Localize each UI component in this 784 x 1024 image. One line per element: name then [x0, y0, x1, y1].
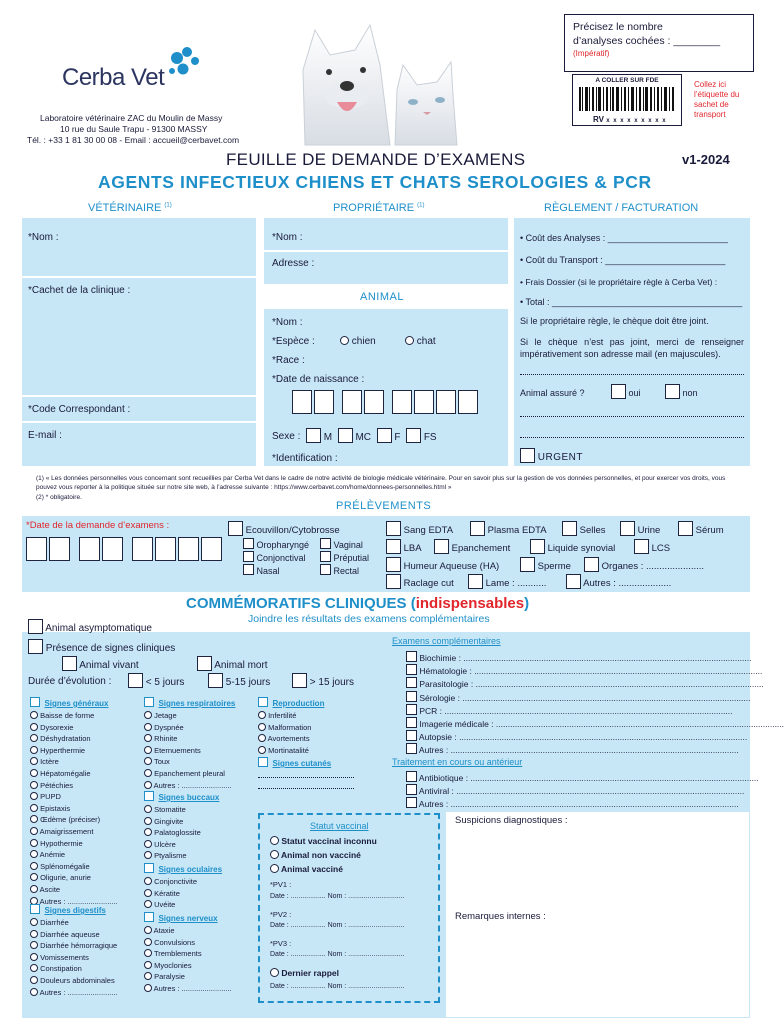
generaux-radio[interactable]	[30, 804, 38, 812]
asymptomatique-checkbox[interactable]	[28, 619, 43, 634]
vivant-checkbox[interactable]	[62, 656, 77, 671]
organes-checkbox[interactable]	[584, 557, 599, 572]
generaux-item[interactable]: Déshydratation	[30, 733, 140, 745]
lame-option[interactable]: Lame : ...........	[468, 574, 546, 589]
sexe-m-checkbox[interactable]	[306, 428, 321, 443]
dernier-rappel-option[interactable]: Dernier rappel	[270, 968, 339, 978]
epanchement-option[interactable]: Epanchement	[434, 539, 510, 554]
dots-line-3	[520, 437, 744, 438]
animal-ident-field[interactable]: *Identification :	[272, 453, 338, 464]
examens-heading: Examens complémentaires	[392, 636, 501, 646]
digestifs-radio[interactable]	[30, 953, 38, 961]
buccaux-radio[interactable]	[144, 840, 152, 848]
oropharynge-checkbox[interactable]	[243, 538, 254, 549]
proprio-adresse-field[interactable]: Adresse :	[272, 258, 315, 269]
liquide-checkbox[interactable]	[530, 539, 545, 554]
animal-vivant-option[interactable]: Animal vivant	[62, 656, 139, 671]
rectal-checkbox[interactable]	[320, 564, 331, 575]
vaccin-non-option[interactable]: Animal non vacciné	[270, 850, 361, 860]
nerveux-heading: Signes nerveux	[158, 914, 218, 923]
proprio-heading: PROPRIÉTAIRE $^{(1)}$	[333, 202, 425, 214]
dots-line-1	[520, 374, 744, 375]
digestifs-radio[interactable]	[30, 930, 38, 938]
repro-item[interactable]: Avortements	[258, 733, 368, 745]
sang-edta-checkbox[interactable]	[386, 521, 401, 536]
duree-3-option[interactable]: > 15 jours	[292, 673, 354, 688]
lab-address-1: Laboratoire vétérinaire ZAC du Moulin de Massy	[40, 113, 223, 123]
lab-address-2: 10 rue du Saule Trapu - 91300 MASSY	[60, 124, 208, 134]
sang-edta-option[interactable]: Sang EDTA	[386, 521, 453, 536]
buccaux-item[interactable]: Ulcère	[144, 839, 254, 851]
signes-oculaires	[144, 862, 254, 911]
nerveux-item[interactable]: Autres : ........................	[144, 983, 254, 995]
birthdate-boxes[interactable]	[292, 390, 480, 419]
repro-radio[interactable]	[258, 734, 266, 742]
veto-panel	[22, 218, 256, 466]
respir-radio[interactable]	[144, 723, 152, 731]
animal-heading: ANIMAL	[360, 291, 404, 303]
digestifs-item[interactable]: Douleurs abdominales	[30, 975, 140, 987]
nasal-option[interactable]: Nasal	[243, 564, 280, 576]
frais-dossier[interactable]: • Frais Dossier (si le propriétaire règle à Cerba Vet) :	[520, 277, 718, 287]
reglement-heading: RÈGLEMENT / FACTURATION	[544, 202, 699, 214]
inconnu-radio[interactable]	[270, 836, 279, 845]
repro-item[interactable]: Mortinatalité	[258, 745, 368, 757]
traitement-heading: Traitement en cours ou antérieur	[392, 757, 523, 767]
generaux-radio[interactable]	[30, 862, 38, 870]
repro-checkbox[interactable]	[258, 697, 268, 707]
nerveux-item[interactable]: Tremblements	[144, 948, 254, 960]
duree-2-checkbox[interactable]	[208, 673, 223, 688]
oropharynge-option[interactable]: Oropharyngé	[243, 538, 309, 550]
liquide-option[interactable]: Liquide synovial	[530, 539, 615, 554]
chat-radio[interactable]	[405, 336, 414, 345]
urgent-option[interactable]: URGENT	[520, 448, 583, 463]
digestifs-item[interactable]: Diarrhée	[30, 917, 140, 929]
veto-nom-field[interactable]: *Nom :	[28, 232, 59, 243]
nerveux-checkbox[interactable]	[144, 912, 154, 922]
animal-naissance-label: *Date de naissance :	[272, 374, 365, 385]
repro-item[interactable]: Malformation	[258, 722, 368, 734]
generaux-item[interactable]: Œdème (préciser)	[30, 814, 140, 826]
exam-checkbox[interactable]	[406, 743, 417, 754]
nerveux-radio[interactable]	[144, 972, 152, 980]
digestifs-radio[interactable]	[30, 976, 38, 984]
pv3-label: *PV3 :	[270, 939, 292, 948]
veto-heading: VÉTÉRINAIRE $^{(1)}$	[88, 202, 172, 214]
non-vaccine-radio[interactable]	[270, 850, 279, 859]
trait-row[interactable]: Autres : ..........................................................................................................................	[406, 797, 746, 810]
autres-prelev-checkbox[interactable]	[566, 574, 581, 589]
plasma-edta-option[interactable]: Plasma EDTA	[470, 521, 547, 536]
presence-signes-option[interactable]: Présence de signes cliniques	[28, 639, 175, 654]
sexe-f-checkbox[interactable]	[377, 428, 392, 443]
vaccin-inconnu-option[interactable]: Statut vaccinal inconnu	[270, 836, 377, 846]
examens-list	[406, 651, 784, 757]
trait-row[interactable]: Antiviral : ..........................................................................................................................	[406, 784, 746, 797]
sexe-mc-checkbox[interactable]	[338, 428, 353, 443]
conjonctival-option[interactable]: Conjonctival	[243, 551, 306, 563]
respir-radio[interactable]	[144, 746, 152, 754]
nerveux-radio[interactable]	[144, 949, 152, 957]
exam-checkbox[interactable]	[406, 717, 417, 728]
veto-code-field[interactable]: *Code Correspondant :	[28, 404, 131, 415]
rectal-option[interactable]: Rectal	[320, 564, 359, 576]
ecouvillon-option[interactable]: Ecouvillon/Cytobrosse	[228, 521, 340, 536]
buccaux-heading: Signes buccaux	[158, 793, 220, 802]
digestifs-item[interactable]: Autres : ........................	[30, 987, 140, 999]
exam-checkbox[interactable]	[406, 677, 417, 688]
page-title: FEUILLE DE DEMANDE D’EXAMENS	[226, 150, 526, 169]
exam-row[interactable]: Autopsie : ..........................................................................................................................	[406, 730, 746, 743]
cheque-note-2: Si le chèque n’est pas joint, merci de renseigner impérativement son adresse mail (en majuscules).	[520, 337, 744, 359]
presence-signes-checkbox[interactable]	[28, 639, 43, 654]
duree-1-checkbox[interactable]	[128, 673, 143, 688]
footnote-obligatoire: (2) * obligatoire.	[36, 494, 82, 501]
exam-checkbox[interactable]	[406, 664, 417, 675]
generaux-radio[interactable]	[30, 723, 38, 731]
generaux-radio[interactable]	[30, 850, 38, 858]
buccaux-radio[interactable]	[144, 805, 152, 813]
trait-row[interactable]: Antibiotique : ..........................................................................................................................	[406, 771, 746, 784]
respir-item[interactable]: Dyspnée	[144, 722, 254, 734]
generaux-item[interactable]: PUPD	[30, 791, 140, 803]
cheque-note: Si le propriétaire règle, le chèque doit être joint.	[520, 316, 709, 326]
exam-row[interactable]: Sérologie : ..........................................................................................................................	[406, 691, 746, 704]
assure-non[interactable]: non	[665, 384, 698, 399]
lcs-option[interactable]: LCS	[634, 539, 670, 554]
pv1-label: *PV1 :	[270, 880, 292, 889]
exam-row[interactable]: Autres : ..........................................................................................................................	[406, 743, 746, 756]
veto-cachet-field[interactable]: *Cachet de la clinique :	[28, 285, 131, 296]
exam-checkbox[interactable]	[406, 651, 417, 662]
buccaux-radio[interactable]	[144, 828, 152, 836]
digestifs-item[interactable]: Diarrhée aqueuse	[30, 929, 140, 941]
animal-espece-label: *Espèce :	[272, 336, 315, 347]
respir-item[interactable]: Eternuements	[144, 745, 254, 757]
generaux-radio[interactable]	[30, 769, 38, 777]
nerveux-radio[interactable]	[144, 984, 152, 992]
generaux-item[interactable]: Pétéchies	[30, 780, 140, 792]
generaux-heading: Signes généraux	[44, 699, 109, 708]
mort-checkbox[interactable]	[197, 656, 212, 671]
nasal-checkbox[interactable]	[243, 564, 254, 575]
generaux-radio[interactable]	[30, 792, 38, 800]
nerveux-radio[interactable]	[144, 938, 152, 946]
exam-row[interactable]: Biochimie : ..........................................................................................................................	[406, 651, 746, 664]
veto-divider-3	[22, 421, 256, 423]
total-field[interactable]: • Total : ______________________________________	[520, 297, 743, 307]
generaux-item[interactable]: Hypothermie	[30, 838, 140, 850]
generaux-radio[interactable]	[30, 734, 38, 742]
respir-radio[interactable]	[144, 769, 152, 777]
oculaires-item[interactable]: Kératite	[144, 888, 254, 900]
exam-checkbox[interactable]	[406, 691, 417, 702]
signes-generaux	[30, 696, 140, 907]
signes-respiratoires	[144, 696, 254, 791]
repro-radio[interactable]	[258, 746, 266, 754]
respir-item[interactable]: Rhinite	[144, 733, 254, 745]
generaux-radio[interactable]	[30, 815, 38, 823]
espece-chien-option[interactable]	[340, 336, 376, 347]
vaccin-oui-option[interactable]: Animal vacciné	[270, 864, 343, 874]
generaux-item[interactable]: Ictère	[30, 756, 140, 768]
exam-checkbox[interactable]	[406, 730, 417, 741]
cout-transport[interactable]: • Coût du Transport : ________________________	[520, 255, 726, 265]
raclage-checkbox[interactable]	[386, 574, 401, 589]
digestifs-checkbox[interactable]	[30, 904, 40, 914]
generaux-item[interactable]: Autres : ........................	[30, 896, 140, 908]
repro-radio[interactable]	[258, 711, 266, 719]
duree-1-option[interactable]: < 5 jours	[128, 673, 184, 688]
assure-oui-checkbox[interactable]	[611, 384, 626, 399]
nerveux-item[interactable]: Paralysie	[144, 971, 254, 983]
remarques-label[interactable]: Remarques internes :	[455, 911, 546, 922]
conjonctival-checkbox[interactable]	[243, 551, 254, 562]
page-subtitle: AGENTS INFECTIEUX CHIENS ET CHATS SEROLOGIES & PCR	[98, 172, 652, 192]
buccaux-item[interactable]: Ptyalisme	[144, 850, 254, 862]
analyses-imperatif: (Impératif)	[573, 49, 610, 58]
chien-label: chien	[351, 336, 376, 347]
plasma-edta-checkbox[interactable]	[470, 521, 485, 536]
generaux-radio[interactable]	[30, 827, 38, 835]
exam-checkbox[interactable]	[406, 704, 417, 715]
lame-checkbox[interactable]	[468, 574, 483, 589]
oculaires-radio[interactable]	[144, 900, 152, 908]
digestifs-radio[interactable]	[30, 988, 38, 996]
generaux-radio[interactable]	[30, 873, 38, 881]
cutanes-checkbox[interactable]	[258, 757, 268, 767]
respir-radio[interactable]	[144, 711, 152, 719]
selles-option[interactable]: Selles	[562, 521, 606, 536]
oculaires-radio[interactable]	[144, 889, 152, 897]
sticker-note: Collez ici l’étiquette du sachet de transport	[694, 80, 740, 119]
exam-row[interactable]: PCR : ..........................................................................................................................	[406, 704, 746, 717]
date-demande-label: *Date de la demande d’examens :	[26, 520, 170, 531]
buccaux-item[interactable]: Stomatite	[144, 804, 254, 816]
signes-cutanes: Signes cutanés	[258, 756, 368, 789]
pv2-date-field[interactable]: Date : .................. Nom : .............................	[270, 922, 405, 929]
repro-heading: Reproduction	[272, 699, 325, 708]
proprio-nom-field[interactable]: *Nom :	[272, 232, 303, 243]
humeur-checkbox[interactable]	[386, 557, 401, 572]
digestifs-radio[interactable]	[30, 918, 38, 926]
buccaux-item[interactable]: Palatoglossite	[144, 827, 254, 839]
veto-divider	[22, 276, 256, 278]
oculaires-heading: Signes oculaires	[158, 865, 223, 874]
oculaires-radio[interactable]	[144, 877, 152, 885]
chat-label: chat	[416, 336, 436, 347]
footnote-rgpd: (1) « Les données personnelles vous concernant sont recueillies par Cerba Vet dans le cadre de notre activité de biologie médicale vétérinaire. Pour en savoir plus sur la gestion de vos données personnelles, et pour exercer vos droits, vous pouvez vous reporter à la politique située sur notre site web, à l’adresse suivante : https://www.cerbavet.com/home/donnees-personnelles.html »	[36, 475, 726, 491]
generaux-item[interactable]: Dysorexie	[30, 722, 140, 734]
trait-checkbox[interactable]	[406, 771, 417, 782]
urgent-checkbox[interactable]	[520, 448, 535, 463]
analyses-count-box[interactable]	[564, 14, 754, 72]
generaux-item[interactable]: Splénomégalie	[30, 861, 140, 873]
duree-3-checkbox[interactable]	[292, 673, 307, 688]
cout-analyses[interactable]: • Coût des Analyses : ________________________	[520, 233, 728, 243]
generaux-radio[interactable]	[30, 839, 38, 847]
espece-chat-option[interactable]	[405, 336, 436, 347]
digestifs-radio[interactable]	[30, 941, 38, 949]
respir-radio[interactable]	[144, 734, 152, 742]
lba-checkbox[interactable]	[386, 539, 401, 554]
sexe-options[interactable]: M MC F FS	[306, 428, 437, 443]
buccaux-radio[interactable]	[144, 851, 152, 859]
sperme-option[interactable]: Sperme	[520, 557, 571, 572]
comm-heading: COMMÉMORATIFS CLINIQUES (indispensables)	[186, 595, 530, 612]
ecouvillon-checkbox[interactable]	[228, 521, 243, 536]
duree-2-option[interactable]: 5-15 jours	[208, 673, 270, 688]
generaux-item[interactable]: Hyperthermie	[30, 745, 140, 757]
dog-cat-photo	[285, 10, 465, 145]
signes-nerveux	[144, 911, 254, 995]
signes-digestifs	[30, 903, 140, 998]
veto-email-field[interactable]: E-mail :	[28, 430, 62, 441]
nerveux-item[interactable]: Ataxie	[144, 925, 254, 937]
assure-non-checkbox[interactable]	[665, 384, 680, 399]
digestifs-item[interactable]: Constipation	[30, 963, 140, 975]
generaux-item[interactable]: Baisse de forme	[30, 710, 140, 722]
generaux-item[interactable]: Oligurie, anurie	[30, 872, 140, 884]
generaux-checkbox[interactable]	[30, 697, 40, 707]
animal-mort-option[interactable]: Animal mort	[197, 656, 268, 671]
generaux-item[interactable]: Amaigrissement	[30, 826, 140, 838]
version: v1-2024	[682, 152, 730, 167]
nerveux-radio[interactable]	[144, 926, 152, 934]
generaux-radio[interactable]	[30, 746, 38, 754]
duree-label: Durée d’évolution :	[28, 676, 112, 687]
respir-radio[interactable]	[144, 781, 152, 789]
generaux-radio[interactable]	[30, 885, 38, 893]
preputial-option[interactable]: Préputial	[320, 551, 369, 563]
raclage-option[interactable]: Raclage cut	[386, 574, 454, 589]
buccaux-checkbox[interactable]	[144, 791, 154, 801]
oculaires-checkbox[interactable]	[144, 863, 154, 873]
selles-checkbox[interactable]	[562, 521, 577, 536]
exam-row[interactable]: Imagerie médicale : ..........................................................................................................................	[406, 717, 746, 730]
rappel-radio[interactable]	[270, 968, 279, 977]
urine-checkbox[interactable]	[620, 521, 635, 536]
assure-oui[interactable]: oui	[611, 384, 641, 399]
signes-buccaux	[144, 790, 254, 862]
vaginal-option[interactable]: Vaginal	[320, 538, 363, 550]
lcs-checkbox[interactable]	[634, 539, 649, 554]
respir-heading: Signes respiratoires	[158, 699, 236, 708]
repro-radio[interactable]	[258, 723, 266, 731]
digestifs-item[interactable]: Diarrhée hémorragique	[30, 940, 140, 952]
animal-race-field[interactable]: *Race :	[272, 355, 305, 366]
dots-line-2	[520, 416, 744, 417]
sexe-fs-checkbox[interactable]	[406, 428, 421, 443]
sperme-checkbox[interactable]	[520, 557, 535, 572]
trait-checkbox[interactable]	[406, 797, 417, 808]
rappel-date-field[interactable]: Date : .................. Nom : .............................	[270, 983, 405, 990]
exam-row[interactable]: Parasitologie : ..........................................................................................................................	[406, 677, 746, 690]
generaux-item[interactable]: Anémie	[30, 849, 140, 861]
respir-item[interactable]: Autres : ........................	[144, 780, 254, 792]
autres-prelev-option[interactable]: Autres : ....................	[566, 574, 671, 589]
serum-checkbox[interactable]	[678, 521, 693, 536]
sticker-rv: RV x x x x x x x x x	[593, 115, 667, 124]
reproduction	[258, 696, 368, 756]
vaccin-heading: Statut vaccinal	[310, 821, 369, 831]
pv1-date-field[interactable]: Date : .................. Nom : .............................	[270, 893, 405, 900]
respir-radio[interactable]	[144, 757, 152, 765]
serum-option[interactable]: Sérum	[678, 521, 724, 536]
trait-checkbox[interactable]	[406, 784, 417, 795]
pv2-label: *PV2 :	[270, 910, 292, 919]
traitement-list	[406, 771, 759, 811]
barcode-icon	[579, 87, 675, 111]
oculaires-item[interactable]: Conjonctivite	[144, 876, 254, 888]
lab-contact: Tél. : +33 1 81 30 00 08 - Email : accueil@cerbavet.com	[27, 135, 240, 145]
asymptomatique-option[interactable]: Animal asymptomatique	[28, 619, 152, 634]
vaginal-checkbox[interactable]	[320, 538, 331, 549]
date-demande-boxes[interactable]	[26, 537, 224, 566]
digestifs-heading: Signes digestifs	[44, 906, 106, 915]
nerveux-item[interactable]: Convulsions	[144, 937, 254, 949]
exam-row[interactable]: Hématologie : ..........................................................................................................................	[406, 664, 746, 677]
humeur-option[interactable]: Humeur Aqueuse (HA)	[386, 557, 499, 572]
analyses-count-label-1: Précisez le nombre	[573, 21, 663, 33]
generaux-item[interactable]: Ascite	[30, 884, 140, 896]
prelev-heading: PRÉLÈVEMENTS	[336, 500, 432, 512]
repro-item[interactable]: Infertilité	[258, 710, 368, 722]
animal-assure-label: Animal assuré ?	[520, 388, 585, 398]
nerveux-item[interactable]: Myoclonies	[144, 960, 254, 972]
comm-joindre: Joindre les résultats des examens complémentaires	[248, 613, 490, 625]
vaccine-radio[interactable]	[270, 864, 279, 873]
animal-sexe-label: Sexe :	[272, 431, 301, 442]
preputial-checkbox[interactable]	[320, 551, 331, 562]
epanchement-checkbox[interactable]	[434, 539, 449, 554]
urine-option[interactable]: Urine	[620, 521, 660, 536]
generaux-item[interactable]: Hépatomégalie	[30, 768, 140, 780]
generaux-radio[interactable]	[30, 781, 38, 789]
generaux-radio[interactable]	[30, 757, 38, 765]
buccaux-item[interactable]: Gingivite	[144, 816, 254, 828]
respir-item[interactable]: Epanchement pleural	[144, 768, 254, 780]
logo-text: Cerba Vet	[62, 64, 165, 91]
veto-divider-2	[22, 395, 256, 397]
respir-item[interactable]: Jetage	[144, 710, 254, 722]
generaux-radio[interactable]	[30, 711, 38, 719]
animal-nom-field[interactable]: *Nom :	[272, 317, 303, 328]
digestifs-item[interactable]: Vomissements	[30, 952, 140, 964]
analyses-count-label-2: d’analyses cochées : ________	[573, 35, 721, 47]
sticker-title: A COLLER SUR FDE	[595, 77, 659, 84]
chien-radio[interactable]	[340, 336, 349, 345]
buccaux-radio[interactable]	[144, 817, 152, 825]
nerveux-radio[interactable]	[144, 961, 152, 969]
digestifs-radio[interactable]	[30, 964, 38, 972]
oculaires-item[interactable]: Uvéite	[144, 899, 254, 911]
suspicions-label[interactable]: Suspicions diagnostiques :	[455, 815, 568, 826]
generaux-item[interactable]: Epistaxis	[30, 803, 140, 815]
lba-option[interactable]: LBA	[386, 539, 422, 554]
respir-item[interactable]: Toux	[144, 756, 254, 768]
proprio-divider	[264, 250, 508, 252]
organes-option[interactable]: Organes : ......................	[584, 557, 704, 572]
transport-sticker	[572, 74, 682, 126]
respir-checkbox[interactable]	[144, 697, 154, 707]
pv3-date-field[interactable]: Date : .................. Nom : .............................	[270, 951, 405, 958]
